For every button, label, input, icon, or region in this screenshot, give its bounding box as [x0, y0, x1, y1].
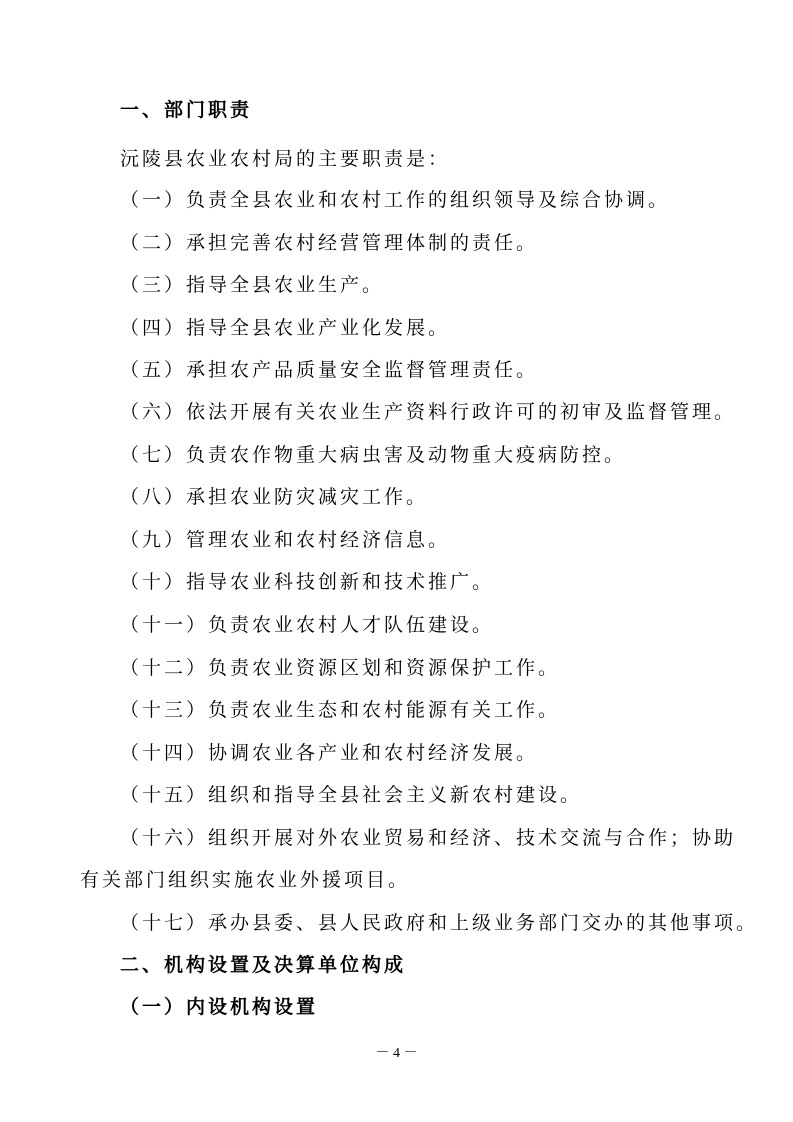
duty-item-3: （三）指导全县农业生产。	[120, 274, 385, 296]
section1-title: 一、部门职责	[120, 99, 253, 121]
duty-item-15: （十五）组织和指导全县社会主义新农村建设。	[120, 784, 583, 806]
duty-item-4: （四）指导全县农业产业化发展。	[120, 317, 451, 339]
page-number: － 4 －	[375, 1046, 418, 1061]
duty-item-14: （十四）协调农业各产业和农村经济发展。	[120, 742, 539, 764]
duty-item-2: （二）承担完善农村经营管理体制的责任。	[120, 232, 539, 254]
duty-item-1: （一）负责全县农业和农村工作的组织领导及综合协调。	[120, 189, 671, 211]
duty-item-10: （十）指导农业科技创新和技术推广。	[120, 571, 495, 593]
duty-item-5: （五）承担农产品质量安全监督管理责任。	[120, 359, 539, 381]
duty-item-13: （十三）负责农业生态和农村能源有关工作。	[120, 699, 561, 721]
intro-text: 沅陵县农业农村局的主要职责是：	[120, 148, 451, 170]
duty-item-9: （九）管理农业和农村经济信息。	[120, 529, 451, 551]
duty-item-16-continuation: 有关部门组织实施农业外援项目。	[80, 869, 411, 891]
duty-item-8: （八）承担农业防灾减灾工作。	[120, 486, 429, 508]
duty-item-6: （六）依法开展有关农业生产资料行政许可的初审及监督管理。	[120, 401, 737, 423]
duty-item-7: （七）负责农作物重大病虫害及动物重大疫病防控。	[120, 444, 627, 466]
duty-item-11: （十一）负责农业农村人才队伍建设。	[120, 614, 495, 636]
subsection1-title: （一）内设机构设置	[120, 996, 319, 1018]
duty-item-16: （十六）组织开展对外农业贸易和经济、技术交流与合作；协助	[120, 827, 737, 849]
duty-item-17: （十七）承办县委、县人民政府和上级业务部门交办的其他事项。	[120, 912, 759, 934]
section2-title: 二、机构设置及决算单位构成	[120, 954, 407, 976]
duty-item-12: （十二）负责农业资源区划和资源保护工作。	[120, 657, 561, 679]
